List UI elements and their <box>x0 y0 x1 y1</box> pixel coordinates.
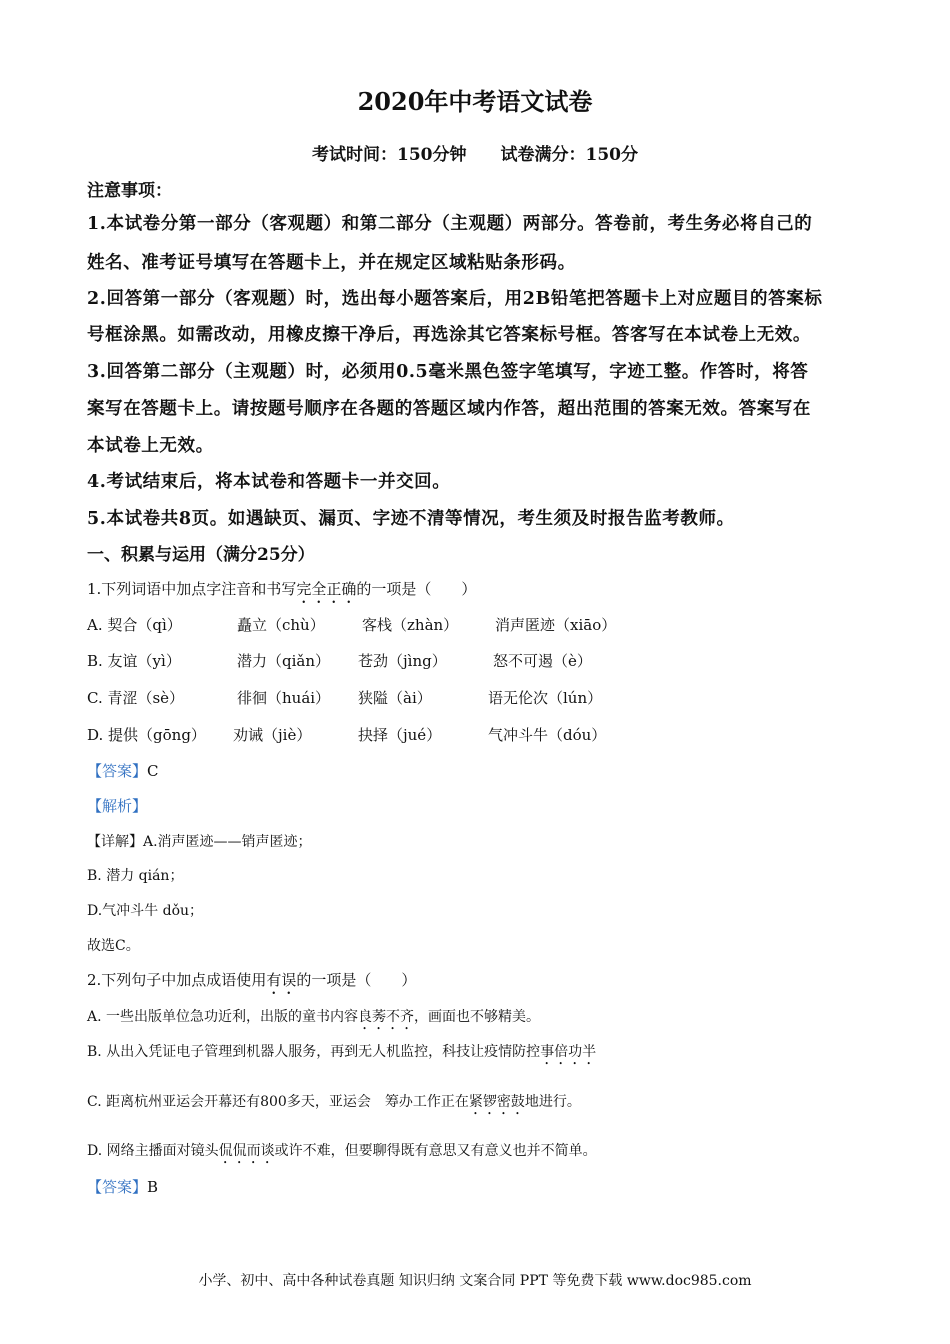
option-d-2: 劝诫（jiè） <box>233 726 312 744</box>
option-text: C. 距离杭州亚运会开幕还有800多天，亚运会 筹办工作正在 <box>87 1094 469 1110</box>
option-text: 或许不难，但要聊得既有意思又有意义也并不简单。 <box>274 1143 597 1159</box>
option-a-2: 矗立（chù） <box>237 616 325 634</box>
option-text: A. 一些出版单位急功近利，出版的童书内容 <box>87 1009 359 1025</box>
notice-line: 案写在答题卡上。请按题号顺序在各题的答题区域内作答，超出范围的答案无效。答案写在 <box>87 399 811 419</box>
option-text: 地进行。 <box>524 1094 581 1110</box>
notice-line: 4.考试结束后，将本试卷和答题卡一并交回。 <box>87 472 451 492</box>
q2-option-a <box>87 1006 540 1033</box>
option-text: D. 网络主播面对镜头 <box>87 1143 219 1159</box>
exam-info <box>0 140 950 165</box>
q2-option-d <box>87 1140 597 1167</box>
option-text: B. 从出入凭证电子管理到机器人服务，再到无人机监控，科技让疫情防控 <box>87 1044 541 1060</box>
option-b-3: 苍劲（jìng） <box>358 652 447 670</box>
exam-title: 2020年中考语文试卷 <box>357 87 593 116</box>
emphasis-text: 完全正确 <box>296 580 357 598</box>
detail-line: 【详解】A.消声匿迹——销声匿迹； <box>87 834 312 850</box>
answer-value: C <box>147 762 159 780</box>
exam-score: 试卷满分：150分 <box>500 145 638 165</box>
detail-line: B. 潜力 qián； <box>87 868 184 884</box>
q2-option-b <box>87 1041 596 1068</box>
emphasis-text: 有误 <box>266 971 297 989</box>
detail-line: D.气冲斗牛 dǒu； <box>87 903 204 919</box>
detail-line: 故选C。 <box>87 938 140 954</box>
option-c-2: 徘徊（huái） <box>237 689 331 707</box>
question-1-stem <box>87 578 476 607</box>
emphasis-text: 侃侃而谈 <box>218 1143 275 1159</box>
option-a-1: A. 契合（qì） <box>87 616 182 634</box>
notice-line: 本试卷上无效。 <box>87 436 214 456</box>
option-c-3: 狭隘（ài） <box>358 689 432 707</box>
section-heading: 一、积累与运用（满分25分） <box>87 545 315 565</box>
option-a-4: 消声匿迹（xiāo） <box>495 616 617 634</box>
emphasis-text: 事倍功半 <box>540 1044 597 1060</box>
notice-heading: 注意事项： <box>87 181 172 201</box>
notice-line: 3.回答第二部分（主观题）时，必须用0.5毫米黑色签字笔填写，字迹工整。作答时，将答 <box>87 362 809 382</box>
q1-answer <box>87 760 159 781</box>
answer-tag: 【答案】 <box>87 762 148 780</box>
analysis-tag: 【解析】 <box>87 797 148 815</box>
answer-value: B <box>147 1178 159 1196</box>
option-c-4: 语无伦次（lún） <box>488 689 603 707</box>
option-text: ，画面也不够精美。 <box>414 1009 541 1025</box>
emphasis-text: 良莠不齐 <box>358 1009 415 1025</box>
notice-line: 2.回答第一部分（客观题）时，选出每小题答案后，用2B铅笔把答题卡上对应题目的答案标 <box>87 289 823 309</box>
emphasis-text: 紧锣密鼓 <box>468 1094 525 1110</box>
option-a-3: 客栈（zhàn） <box>362 616 459 634</box>
question-2-stem <box>87 969 416 998</box>
notice-line: 号框涂黑。如需改动，用橡皮擦干净后，再选涂其它答案标号框。答客写在本试卷上无效。 <box>87 325 811 345</box>
q2-option-c <box>87 1091 581 1118</box>
option-d-4: 气冲斗牛（dóu） <box>488 726 607 744</box>
q2-answer <box>87 1176 158 1197</box>
option-b-4: 怒不可遏（è） <box>493 652 592 670</box>
answer-tag: 【答案】 <box>87 1178 148 1196</box>
option-c-1: C. 青涩（sè） <box>87 689 185 707</box>
option-b-2: 潜力（qiǎn） <box>237 652 331 670</box>
footer-text: 小学、初中、高中各种试卷真题 知识归纳 文案合同 PPT 等免费下载 www.doc985.com <box>198 1273 752 1289</box>
option-d-3: 抉择（jué） <box>358 726 442 744</box>
option-d-1: D. 提供（gōng） <box>87 726 206 744</box>
stem-text: 1.下列词语中加点字注音和书写 <box>87 580 297 598</box>
notice-line: 姓名、准考证号填写在答题卡上，并在规定区域粘贴条形码。 <box>87 253 576 273</box>
stem-text: 的一项是（ ） <box>296 971 417 989</box>
exam-time: 考试时间：150分钟 <box>312 145 467 165</box>
notice-line: 5.本试卷共8页。如遇缺页、漏页、字迹不清等情况，考生须及时报告监考教师。 <box>87 509 735 529</box>
notice-line: 1.本试卷分第一部分（客观题）和第二部分（主观题）两部分。答卷前，考生务必将自己的 <box>87 214 813 234</box>
option-b-1: B. 友谊（yì） <box>87 652 181 670</box>
stem-text: 的一项是（ ） <box>356 580 477 598</box>
stem-text: 2.下列句子中加点成语使用 <box>87 971 267 989</box>
